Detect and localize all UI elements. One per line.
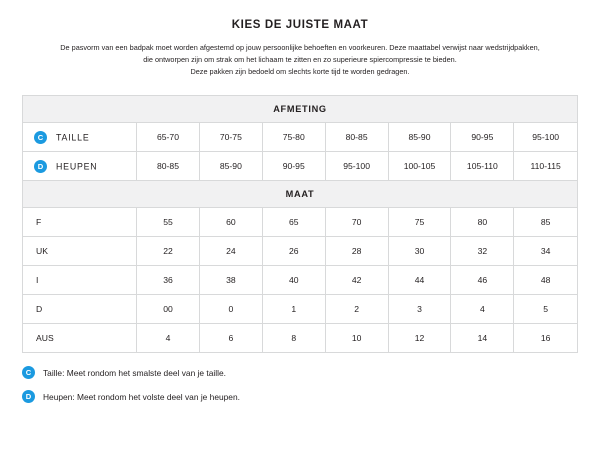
badge-d-icon: D bbox=[34, 160, 47, 173]
section-header-maat bbox=[23, 181, 577, 208]
cell: 46 bbox=[451, 266, 514, 295]
footnote-heupen bbox=[22, 390, 578, 403]
cell: 80 bbox=[451, 208, 514, 237]
badge-c-icon: C bbox=[22, 366, 35, 379]
footnote-taille bbox=[22, 366, 578, 379]
intro-line-3: Deze pakken zijn bedoeld om slechts korte tijd te worden gedragen. bbox=[190, 66, 410, 76]
row-label-taille bbox=[23, 123, 137, 152]
cell: 90-95 bbox=[451, 123, 514, 152]
footnote-heupen-text: Heupen: Meet rondom het volste deel van je heupen. bbox=[43, 391, 240, 402]
row-label-f: F bbox=[23, 208, 137, 237]
cell: 00 bbox=[137, 295, 200, 324]
cell: 8 bbox=[262, 324, 325, 353]
cell: 110-115 bbox=[514, 152, 577, 181]
cell: 10 bbox=[325, 324, 388, 353]
cell: 80-85 bbox=[137, 152, 200, 181]
row-label-taille-text: TAILLE bbox=[56, 132, 90, 143]
cell: 70 bbox=[325, 208, 388, 237]
cell: 30 bbox=[388, 237, 451, 266]
cell: 40 bbox=[262, 266, 325, 295]
table-row bbox=[23, 295, 577, 324]
cell: 75-80 bbox=[262, 123, 325, 152]
cell: 16 bbox=[514, 324, 577, 353]
cell: 42 bbox=[325, 266, 388, 295]
cell: 65 bbox=[262, 208, 325, 237]
cell: 34 bbox=[514, 237, 577, 266]
cell: 2 bbox=[325, 295, 388, 324]
row-label-heupen bbox=[23, 152, 137, 181]
row-label-aus: AUS bbox=[23, 324, 137, 353]
footnote-taille-text: Taille: Meet rondom het smalste deel van je taille. bbox=[43, 367, 226, 378]
cell: 85 bbox=[514, 208, 577, 237]
section-header-afmeting bbox=[23, 96, 577, 123]
table-row bbox=[23, 237, 577, 266]
row-label-d: D bbox=[23, 295, 137, 324]
cell: 4 bbox=[137, 324, 200, 353]
row-label-heupen-text: HEUPEN bbox=[56, 161, 98, 172]
table-row bbox=[23, 123, 577, 152]
cell: 36 bbox=[137, 266, 200, 295]
cell: 55 bbox=[137, 208, 200, 237]
cell: 80-85 bbox=[325, 123, 388, 152]
section-header-afmeting-label: AFMETING bbox=[23, 96, 577, 123]
size-guide-page bbox=[0, 19, 600, 449]
cell: 24 bbox=[199, 237, 262, 266]
cell: 70-75 bbox=[199, 123, 262, 152]
cell: 14 bbox=[451, 324, 514, 353]
cell: 95-100 bbox=[514, 123, 577, 152]
cell: 22 bbox=[137, 237, 200, 266]
cell: 85-90 bbox=[199, 152, 262, 181]
row-label-i: I bbox=[23, 266, 137, 295]
cell: 75 bbox=[388, 208, 451, 237]
cell: 85-90 bbox=[388, 123, 451, 152]
size-table bbox=[23, 96, 577, 353]
row-label-uk: UK bbox=[23, 237, 137, 266]
intro-text bbox=[22, 42, 578, 77]
intro-line-1: De pasvorm van een badpak moet worden afgestemd op jouw persoonlijke behoeften en voorkeuren. Deze maattabel verwijst naar wedstrijdpakken, bbox=[60, 43, 540, 52]
size-table-wrapper bbox=[22, 95, 578, 353]
page-title: KIES DE JUISTE MAAT bbox=[231, 19, 369, 31]
cell: 100-105 bbox=[388, 152, 451, 181]
cell: 90-95 bbox=[262, 152, 325, 181]
cell: 65-70 bbox=[137, 123, 200, 152]
cell: 38 bbox=[199, 266, 262, 295]
table-row bbox=[23, 324, 577, 353]
cell: 12 bbox=[388, 324, 451, 353]
cell: 28 bbox=[325, 237, 388, 266]
cell: 44 bbox=[388, 266, 451, 295]
cell: 32 bbox=[451, 237, 514, 266]
cell: 3 bbox=[388, 295, 451, 324]
cell: 48 bbox=[514, 266, 577, 295]
badge-c-icon: C bbox=[34, 131, 47, 144]
cell: 1 bbox=[262, 295, 325, 324]
table-row bbox=[23, 208, 577, 237]
intro-line-2: die ontworpen zijn om strak om het lichaam te zitten en zo superieure spiercompressie te bieden. bbox=[143, 54, 457, 64]
cell: 60 bbox=[199, 208, 262, 237]
cell: 6 bbox=[199, 324, 262, 353]
table-row bbox=[23, 266, 577, 295]
cell: 0 bbox=[199, 295, 262, 324]
table-row bbox=[23, 152, 577, 181]
cell: 95-100 bbox=[325, 152, 388, 181]
cell: 26 bbox=[262, 237, 325, 266]
footnotes bbox=[22, 366, 578, 403]
cell: 4 bbox=[451, 295, 514, 324]
cell: 105-110 bbox=[451, 152, 514, 181]
section-header-maat-label: MAAT bbox=[23, 181, 577, 208]
cell: 5 bbox=[514, 295, 577, 324]
badge-d-icon: D bbox=[22, 390, 35, 403]
